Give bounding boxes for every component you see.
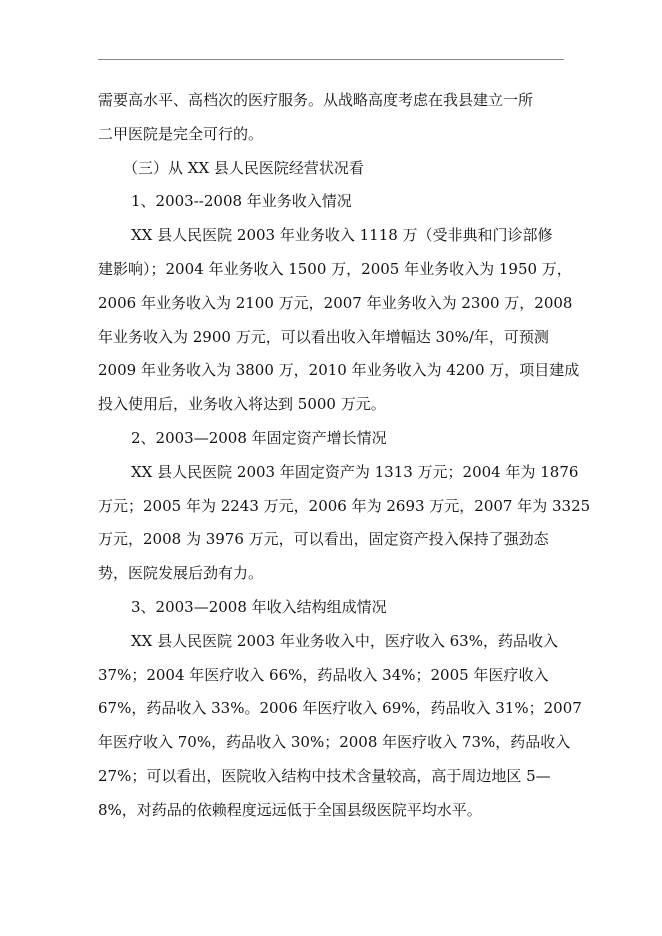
paragraph-line: XX 县人民医院 2003 年业务收入中，医疗收入 63%，药品收入 (131, 631, 558, 650)
paragraph-line: 2009 年业务收入为 3800 万，2010 年业务收入为 4200 万，项目建成 (98, 361, 580, 380)
paragraph-line: XX 县人民医院 2003 年固定资产为 1313 万元；2004 年为 1876 (131, 462, 579, 481)
subsection-heading-3: 3、2003—2008 年收入结构组成情况 (131, 597, 387, 616)
paragraph-line: 年业务收入为 2900 万元，可以看出收入年增幅达 30%/年，可预测 (98, 327, 549, 346)
paragraph-line: 8%，对药品的依赖程度远远低于全国县级医院平均水平。 (98, 800, 482, 819)
paragraph-line: XX 县人民医院 2003 年业务收入 1118 万（受非典和门诊部修 (131, 226, 553, 245)
subsection-heading-1: 1、2003--2008 年业务收入情况 (131, 192, 352, 211)
document-body (98, 84, 591, 828)
paragraph-line: 2006 年业务收入为 2100 万元，2007 年业务收入为 2300 万，2008 (98, 293, 573, 312)
body-line: 需要高水平、高档次的医疗服务。从战略高度考虑在我县建立一所 (98, 91, 534, 109)
subsection-heading-2: 2、2003—2008 年固定资产增长情况 (131, 428, 387, 447)
header-rule (98, 59, 564, 60)
paragraph-line: 势，医院发展后劲有力。 (98, 564, 264, 583)
paragraph-line: 万元；2005 年为 2243 万元，2006 年为 2693 万元，2007 年为 3325 (98, 496, 591, 515)
paragraph-line: 建影响）；2004 年业务收入 1500 万，2005 年业务收入为 1950 万， (98, 259, 572, 278)
section-heading: （三）从 XX 县人民医院经营状况看 (123, 158, 364, 177)
body-line: 二甲医院是完全可行的。 (98, 124, 264, 143)
paragraph-line: 27%；可以看出，医院收入结构中技术含量较高，高于周边地区 5— (98, 766, 551, 785)
paragraph-line: 万元，2008 为 3976 万元，可以看出，固定资产投入保持了强劲态 (98, 530, 549, 549)
paragraph-line: 投入使用后，业务收入将达到 5000 万元。 (98, 395, 386, 414)
paragraph-line: 37%；2004 年医疗收入 66%，药品收入 34%；2005 年医疗收入 (98, 665, 549, 684)
paragraph-line: 年医疗收入 70%，药品收入 30%；2008 年医疗收入 73%，药品收入 (98, 733, 571, 752)
paragraph-line: 67%，药品收入 33%。2006 年医疗收入 69%，药品收入 31%；2007 (98, 699, 582, 718)
